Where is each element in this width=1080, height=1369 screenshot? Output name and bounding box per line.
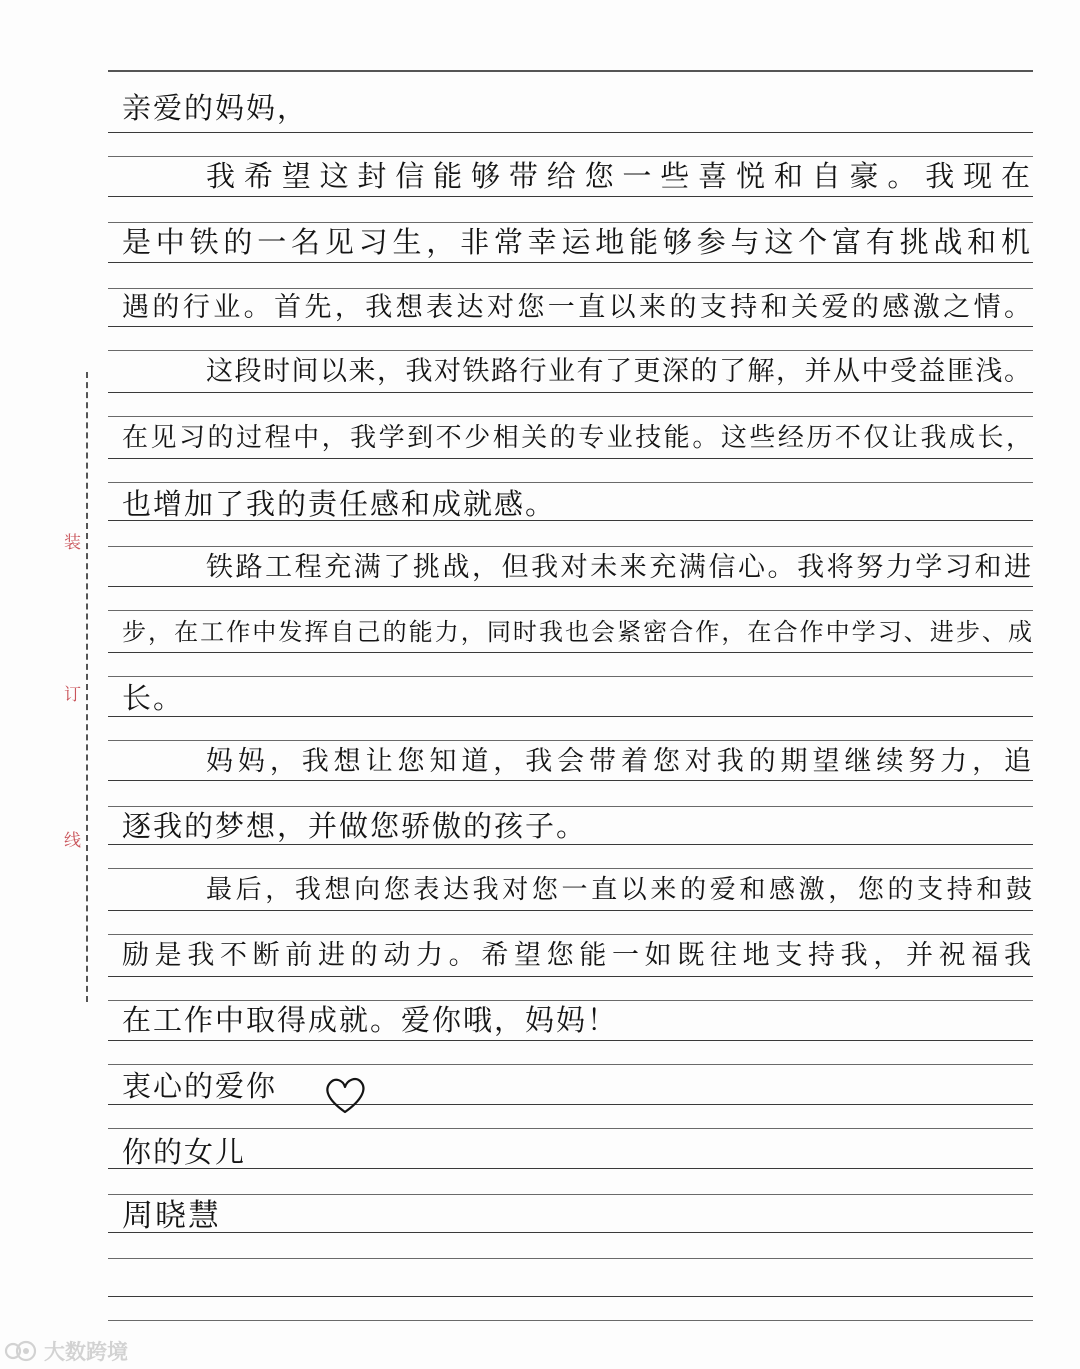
rule-line	[108, 1194, 1033, 1195]
rule-line	[108, 934, 1033, 935]
letter-line-11: 逐我的梦想，并做您骄傲的孩子。	[122, 809, 588, 843]
rule-line	[108, 392, 1033, 393]
rule-line	[108, 1064, 1033, 1065]
rule-line	[108, 1040, 1033, 1041]
letter-line-12: 最后，我想向您表达我对您一直以来的爱和感激，您的支持和鼓	[206, 875, 1032, 905]
letter-line-6: 也增加了我的责任感和成就感。	[122, 487, 557, 521]
salutation: 亲爱的妈妈，	[122, 91, 309, 125]
rule-line	[108, 416, 1033, 417]
binding-char-zhuang: 装	[64, 526, 81, 555]
rule-line	[108, 1320, 1033, 1321]
rule-line	[108, 1258, 1033, 1259]
rule-line	[108, 546, 1033, 547]
closing: 衷心的爱你	[122, 1069, 278, 1103]
letter-line-10: 妈妈，我想让您知道，我会带着您对我的期望继续努力，追	[206, 746, 1032, 777]
rule-line	[108, 910, 1033, 911]
rule-line	[108, 482, 1033, 483]
rule-line	[108, 868, 1033, 869]
rule-line	[108, 610, 1033, 611]
rule-line	[108, 1296, 1033, 1297]
watermark-text: 大数跨境	[44, 1340, 128, 1364]
binding-char-ding: 订	[64, 678, 81, 707]
rule-line	[108, 350, 1033, 351]
rule-line	[108, 262, 1033, 263]
watermark	[4, 1336, 128, 1366]
rule-line	[108, 70, 1033, 72]
rule-line	[108, 652, 1033, 653]
letter-line-13: 励是我不断前进的动力。希望您能一如既往地支持我，并祝福我	[122, 940, 1032, 971]
binding-dashed-line	[86, 372, 88, 1002]
rule-line	[108, 976, 1033, 977]
signature-role: 你的女儿	[122, 1135, 247, 1169]
rule-line	[108, 458, 1033, 459]
rule-line	[108, 132, 1033, 133]
letter-line-2: 是中铁的一名见习生，非常幸运地能够参与这个富有挑战和机	[122, 225, 1032, 259]
letter-line-5: 在见习的过程中，我学到不少相关的专业技能。这些经历不仅让我成长，	[122, 423, 1032, 453]
rule-line	[108, 740, 1033, 741]
camera-logo-icon	[4, 1337, 38, 1365]
letter-line-3: 遇的行业。首先，我想表达对您一直以来的支持和关爱的感激之情。	[122, 292, 1032, 323]
heart-icon	[322, 1074, 368, 1116]
binding-char-xian: 线	[64, 824, 81, 853]
letter-line-1: 我希望这封信能够带给您一些喜悦和自豪。我现在	[206, 159, 1032, 193]
signature-name: 周晓慧	[122, 1198, 221, 1234]
rule-line	[108, 1128, 1033, 1129]
rule-line	[108, 196, 1033, 197]
letter-line-4: 这段时间以来，我对铁路行业有了更深的了解，并从中受益匪浅。	[206, 356, 1032, 387]
letter-line-7: 铁路工程充满了挑战，但我对未来充满信心。我将努力学习和进	[206, 552, 1032, 583]
letter-line-9: 长。	[122, 681, 185, 715]
letter-line-14: 在工作中取得成就。爱你哦，妈妈！	[122, 1003, 619, 1037]
rule-line	[108, 676, 1033, 677]
letter-line-8: 步，在工作中发挥自己的能力，同时我也会紧密合作，在合作中学习、进步、成	[122, 618, 1032, 646]
